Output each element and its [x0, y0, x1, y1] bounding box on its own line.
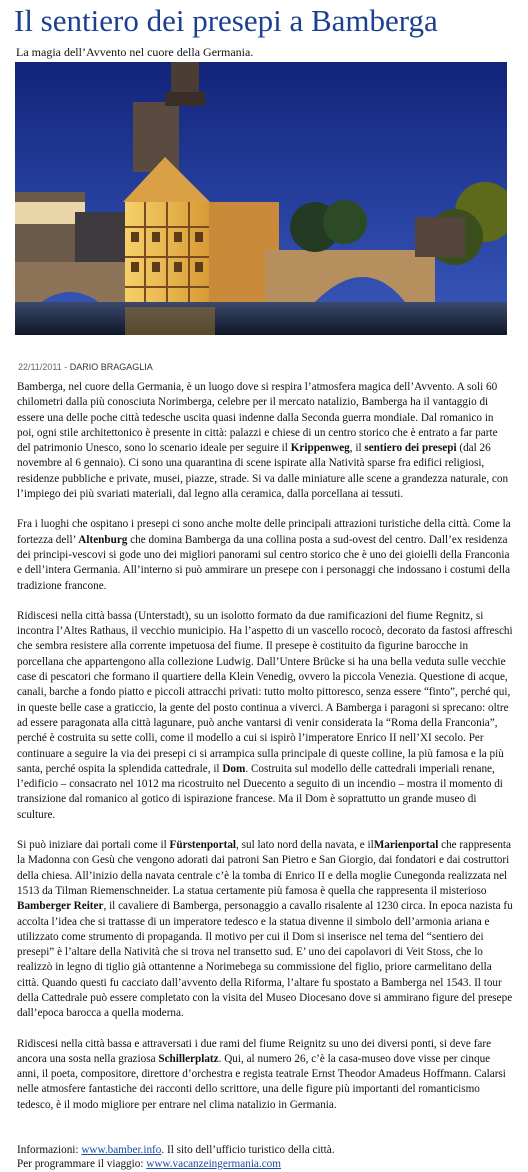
- highlighted-term: Schillerplatz: [158, 1052, 219, 1065]
- article-paragraph: [17, 838, 513, 1022]
- byline-separator: -: [61, 362, 70, 372]
- article-body: [17, 380, 513, 1128]
- highlighted-term: Krippenweg: [290, 442, 350, 455]
- article-date: 22/11/2011: [18, 362, 62, 372]
- info-line: [17, 1143, 513, 1157]
- highlighted-term: Fürstenportal: [169, 839, 237, 852]
- paragraph-text: . Costruita sul modello delle cattedrali imperiali renane, l’edificio – consacrato nel 1012 ma ricostruito nel Duecento a seguito di un incendio – mostra il momento di transizione dal romanico al gotico di ispirazione francese. Ma il Dom è soprattutto un grande museo di sculture.: [17, 762, 503, 821]
- article-paragraph: [17, 517, 513, 593]
- paragraph-text: Ridiscesi nella città bassa (Unterstadt), su un isolotto formato da due ramificazioni del fiume Regnitz, si incontra l’Altes Rathaus, il vecchio municipio. Ha l’aspetto di un vascello rococò, decorato da fastosi affreschi che sembra resistere alla corrente impetuosa del fiume. Il presepe è costituito da figurine barocche in porcellana che appartengono alla collezione Ludwig. Dall’Untere Brücke si ha una bella veduta sulle vecchie case di pescatori che formano il quartiere della Klein Venedig, ovvero la piccola Venezia. Questione di acque, canali, barche a fondo piatto e piccoli attracchi privati: tutto molto pittoresco, senza essere “finto”, perché qui, in queste belle case a graticcio, la gente del posto continua a viverci. A Bamberga i paragoni si sprecano: oltre ad essere paragonata alla città lagunare, può anche vantarsi di venir considerata la “Roma della Franconia”, perché è costruita su sette colli, come il modello a cui si ispirò l’imperatore Enrico II nell’XI secolo. Per continuare a seguire la via dei presepi ci si arrampica sulla principale di queste colline, la più famosa e la più santa, perché ospita la splendida cattedrale, il: [17, 609, 513, 775]
- byline: [18, 361, 153, 373]
- highlighted-term: Dom: [222, 762, 246, 775]
- info-text: . Il sito dell’ufficio turistico della città.: [161, 1144, 335, 1156]
- paragraph-text: che rappresenta la Madonna con Gesù che vengono adorati dai patroni San Pietro e San Giorgio, dai fondatori e dai costruttori della chiesa. All’inizio della navata centrale c’è la tomba di Enrico II e della moglie Cunegonda realizzata nel 1513 da Tilman Riemenschneider. La statua certamente più famosa è quella che rappresenta il misterioso: [17, 839, 511, 897]
- highlighted-term: sentiero dei presepi: [364, 442, 457, 455]
- highlighted-term: Marienportal: [373, 839, 439, 852]
- paragraph-text: Ridiscesi nella città bassa e attraversati i due rami del fiume Reignitz su uno dei diversi ponti, si deve fare ancora una sosta nella graziosa: [17, 1037, 492, 1065]
- paragraph-text: . Qui, al numero 26, c’è la casa-museo dove visse per cinque anni, il poeta, compositore, direttore d’orchestra e regista teatrale Ernst Theodor Amadeus Hoffmann. Calarsi nelle atmosfere fantastiche dei racconti dello scrittore, una delle figure più importanti del romanticismo tedesco, è il modo migliore per entrare nel clima natalizio in Germania.: [17, 1052, 506, 1111]
- paragraph-text: , sul lato nord della navata, e il: [236, 839, 374, 852]
- highlighted-term: Bamberger Reiter: [17, 900, 104, 913]
- article-subtitle: La magia dell’Avvento nel cuore della Germania.: [16, 45, 254, 59]
- plan-line: [17, 1157, 513, 1171]
- paragraph-text: Bamberga, nel cuore della Germania, è un luogo dove si respira l’atmosfera magica dell’Avvento. A soli 60 chilometri dalla più conosciuta Norimberga, celebre per il mercato natalizio, Bamberga ha il vantaggio di essere una delle poche città tedesche uscita quasi indenne dalla Seconda guerra mondiale. Dal romanico in poi, ogni stile architettonico è presente in città: palazzi e chiese di un centro storico che è entrato a far parte del patrimonio Unesco, sono lo scenario ideale per seguire il: [17, 381, 498, 455]
- article-paragraph: [17, 380, 513, 502]
- paragraph-text: , il cavaliere di Bamberga, personaggio a cavallo risalente al 1230 circa. In epoca nazista fu accolta l’idea che si trattasse di un imperatore tedesco e la statua divenne il simbolo dell’armonia ariana e utilizzato come strumento di propaganda. Il motivo per cui il Dom si inserisce nel tema del “sentiero dei presepi” è l’altare della Natività che si trova nel transetto sud. E’ uno dei capolavori di Veit Stoss, che lo realizzò in legno di tiglio già ottantenne a Norimebega su commissione del figlio, priore carmelitano della città. Quando questi fu cacciato dall’avvento della Riforma, l’altare fu spostato a Bamberga nel 1543. Il tour della Cattedrale può essere completato con la visita del Museo Diocesano dove si ammirano figure del presepe dall’epoca barocca a quella moderna.: [17, 900, 513, 1020]
- paragraph-text: Fra i luoghi che ospitano i presepi ci sono anche molte delle principali attrazioni turistiche della città. Come la fortezza dell’: [17, 518, 511, 546]
- paragraph-text: Si può iniziare dai portali come il: [17, 839, 170, 852]
- article-photo: [15, 62, 507, 335]
- article-title: Il sentiero dei presepi a Bamberga: [14, 3, 438, 38]
- article-footer: [17, 1143, 513, 1171]
- article-author: DARIO BRAGAGLIA: [69, 362, 153, 372]
- paragraph-text: , il: [349, 442, 365, 455]
- plan-label: Per programmare il viaggio:: [17, 1158, 147, 1170]
- tourism-site-link[interactable]: www.bamber.info: [81, 1144, 162, 1156]
- paragraph-text: (dal 26 novembre al 6 gennaio). Ci sono una quarantina di scene ispirate alla Natività sparse fra edifici religiosi, residenze pubbliche e private, musei, piazze, strade. Si va dalle miniature alle scene a grandezza naturale, con l’impiego dei più svariati materiali, dal legno alla ceramica, dalla porcellana ai tessuti.: [17, 442, 509, 501]
- paragraph-text: che domina Bamberga da una collina posta a sud-ovest del centro. Dall’ex residenza dei principi-vescovi si gode uno dei migliori panorami sul centro storico che è uno dei gioielli della Franconia e dell’intera Germania. All’interno si può ammirare un presepe con i personaggi che indossano i costumi della tradizione francone.: [17, 533, 511, 592]
- info-label: Informazioni:: [17, 1144, 82, 1156]
- article-paragraph: [17, 1037, 513, 1113]
- travel-planning-link[interactable]: www.vacanzeingermania.com: [146, 1158, 281, 1170]
- highlighted-term: Altenburg: [78, 533, 128, 546]
- article-paragraph: [17, 609, 513, 823]
